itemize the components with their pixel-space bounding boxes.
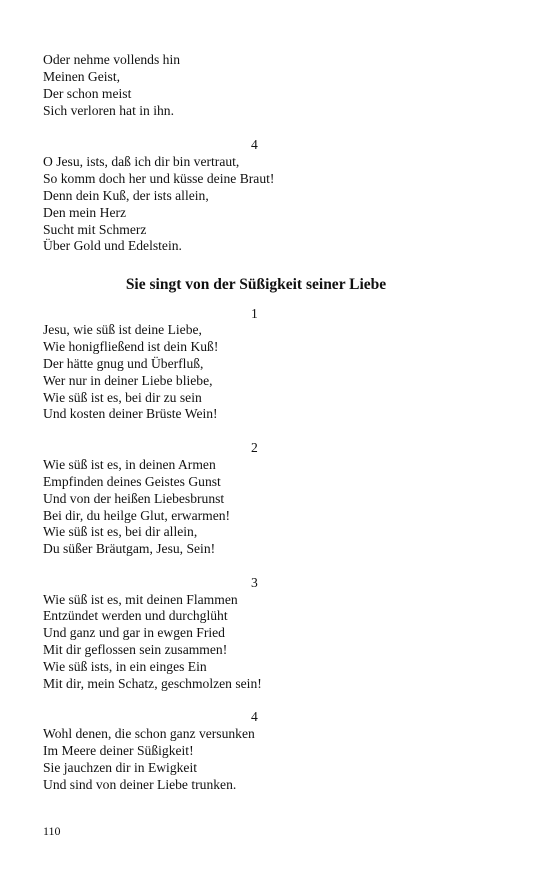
verse-line: Wie süß ists, in ein einges Ein <box>43 659 207 674</box>
verse-line: Und sind von deiner Liebe trunken. <box>43 777 237 792</box>
verse-line: Wie süß ist es, bei dir allein, <box>43 524 198 539</box>
verse-line: Wie süß ist es, bei dir zu sein <box>43 390 202 405</box>
stanza-number: 2 <box>251 440 258 455</box>
verse-line: Sie jauchzen dir in Ewigkeit <box>43 760 198 775</box>
verse-line: Entzündet werden und durchglüht <box>43 608 228 623</box>
page-number: 110 <box>43 824 61 838</box>
stanza-number: 4 <box>251 709 258 724</box>
verse-line: Empfinden deines Geistes Gunst <box>43 474 221 489</box>
verse-line: Jesu, wie süß ist deine Liebe, <box>43 322 202 337</box>
verse-line: Meinen Geist, <box>43 69 121 84</box>
verse-line: Mit dir geflossen sein zusammen! <box>43 642 228 657</box>
verse-line: Sich verloren hat in ihn. <box>43 103 174 118</box>
verse-line: Mit dir, mein Schatz, geschmolzen sein! <box>43 676 262 691</box>
stanza-number: 4 <box>251 137 258 152</box>
verse-line: So komm doch her und küsse deine Braut! <box>43 171 275 186</box>
verse-line: Und ganz und gar in ewgen Fried <box>43 625 225 640</box>
verse-line: Wie süß ist es, in deinen Armen <box>43 457 216 472</box>
verse-line: O Jesu, ists, daß ich dir bin vertraut, <box>43 154 240 169</box>
verse-line: Sucht mit Schmerz <box>43 222 147 237</box>
verse-line: Den mein Herz <box>43 205 127 220</box>
stanza-number: 3 <box>251 575 258 590</box>
verse-line: Und von der heißen Liebesbrunst <box>43 491 225 506</box>
verse-line: Über Gold und Edelstein. <box>43 238 182 253</box>
verse-line: Wer nur in deiner Liebe bliebe, <box>43 373 213 388</box>
verse-line: Oder nehme vollends hin <box>43 52 181 67</box>
verse-line: Der hätte gnug und Überfluß, <box>43 356 204 371</box>
verse-line: Wie honigfließend ist dein Kuß! <box>43 339 219 354</box>
verse-line: Du süßer Bräutgam, Jesu, Sein! <box>43 541 216 556</box>
verse-line: Wie süß ist es, mit deinen Flammen <box>43 592 238 607</box>
verse-line: Und kosten deiner Brüste Wein! <box>43 406 218 421</box>
verse-line: Der schon meist <box>43 86 132 101</box>
stanza-number: 1 <box>251 306 258 321</box>
verse-line: Bei dir, du heilge Glut, erwarmen! <box>43 508 231 523</box>
verse-line: Im Meere deiner Süßigkeit! <box>43 743 194 758</box>
poem-title: Sie singt von der Süßigkeit seiner Liebe <box>125 276 387 293</box>
verse-line: Wohl denen, die schon ganz versunken <box>43 726 255 741</box>
verse-line: Denn dein Kuß, der ists allein, <box>43 188 209 203</box>
